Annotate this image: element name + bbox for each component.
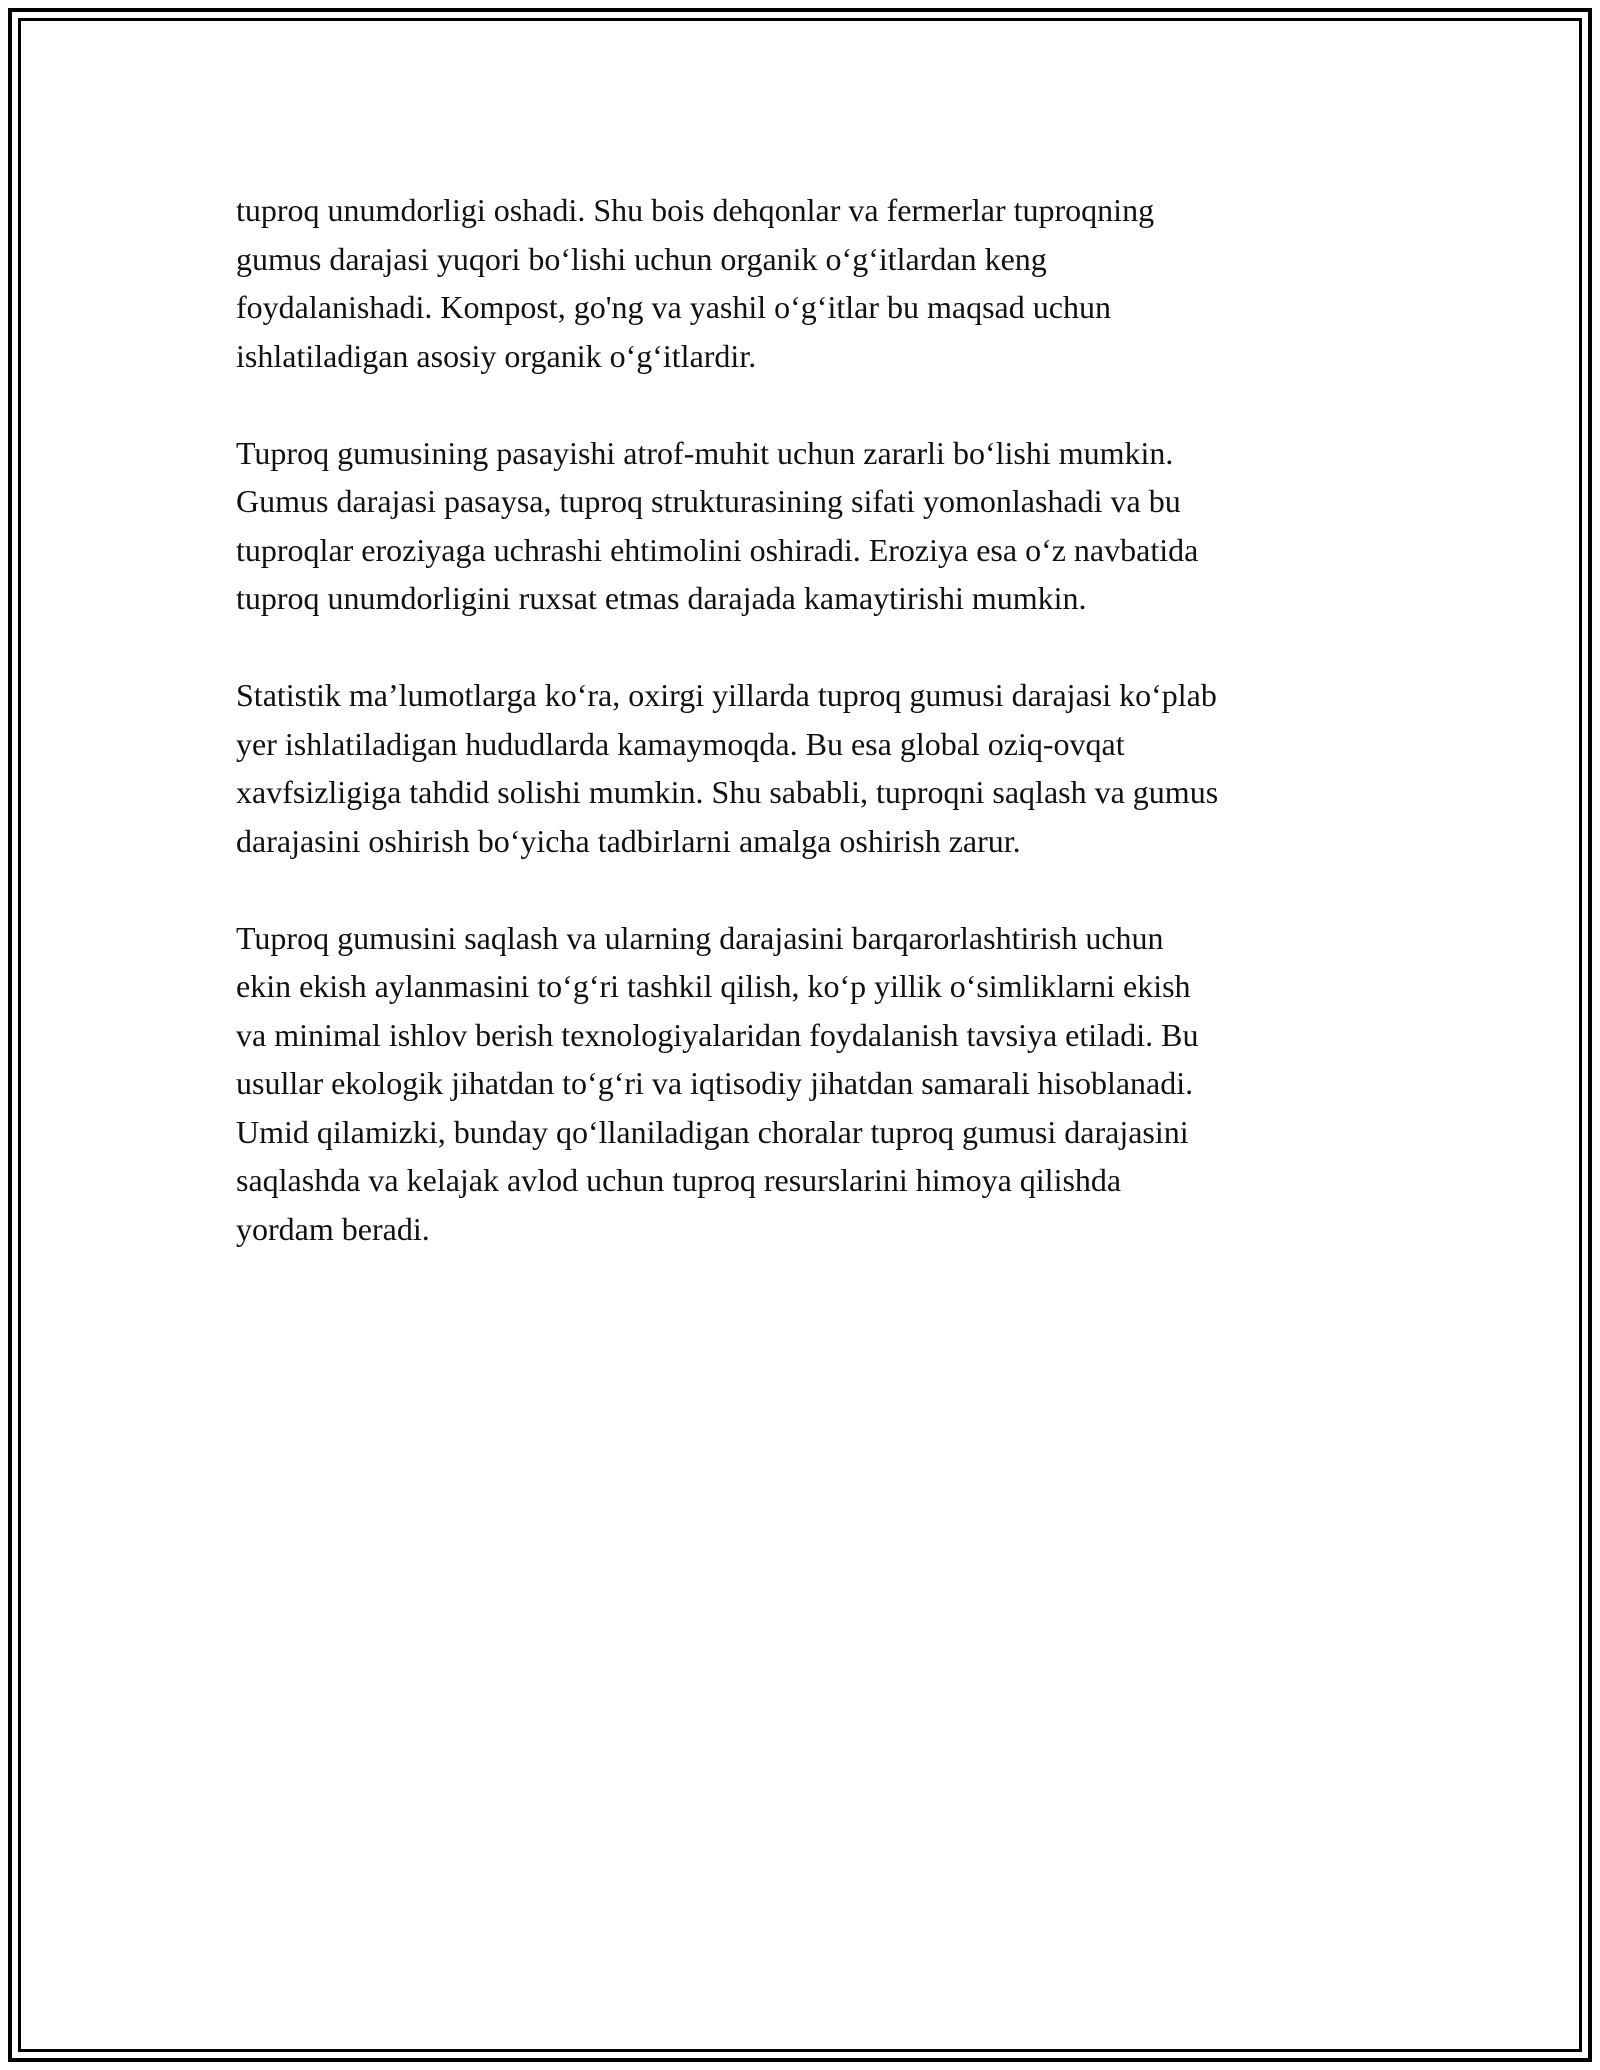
text-line: ishlatiladigan asosiy organik o‘g‘itlardir. (236, 337, 757, 374)
text-line: xavfsizligiga tahdid solishi mumkin. Shu sababli, tuproqni saqlash va gumus (236, 774, 1219, 810)
text-line: tuproq unumdorligini ruxsat etmas darajada kamaytirishi mumkin. (236, 580, 1087, 616)
text-line: Tuproq gumusini saqlash va ularning darajasini barqarorlashtirish uchun (236, 919, 1164, 956)
text-line: yer ishlatiladigan hududlarda kamaymoqda. Bu esa global oziq-ovqat (236, 725, 1125, 762)
text-line: foydalanishadi. Kompost, go'ng va yashil o‘g‘itlar bu maqsad uchun (236, 289, 1111, 325)
paragraph-4 (236, 914, 1386, 1254)
text-line: va minimal ishlov berish texnologiyalaridan foydalanish tavsiya etiladi. Bu (236, 1016, 1199, 1053)
text-line: ekin ekish aylanmasini to‘g‘ri tashkil qilish, ko‘p yillik o‘simliklarni ekish (236, 968, 1191, 1004)
text-line: usullar ekologik jihatdan to‘g‘ri va iqtisodiy jihatdan samarali hisoblanadi. (236, 1065, 1194, 1101)
text-line: Statistik ma’lumotlarga ko‘ra, oxirgi yillarda tuproq gumusi darajasi ko‘plab (236, 677, 1217, 713)
paragraph-2 (236, 429, 1386, 623)
text-line: Umid qilamizki, bunday qo‘llaniladigan choralar tuproq gumusi darajasini (236, 1113, 1189, 1150)
text-line: Gumus darajasi pasaysa, tuproq strukturasining sifati yomonlashadi va bu (236, 483, 1181, 519)
text-line: yordam beradi. (236, 1210, 430, 1247)
text-line: darajasini oshirish bo‘yicha tadbirlarni amalga oshirish zarur. (236, 822, 1021, 859)
text-line: tuproqlar eroziyaga uchrashi ehtimolini oshiradi. Eroziya esa o‘z navbatida (236, 531, 1199, 568)
text-line: saqlashda va kelajak avlod uchun tuproq resurslarini himoya qilishda (236, 1162, 1122, 1198)
paragraph-3 (236, 671, 1386, 865)
paragraph-1 (236, 186, 1386, 380)
text-line: Tuproq gumusining pasayishi atrof-muhit uchun zararli bo‘lishi mumkin. (236, 434, 1174, 471)
text-line: gumus darajasi yuqori bo‘lishi uchun organik o‘g‘itlardan keng (236, 240, 1047, 277)
text-line: tuproq unumdorligi oshadi. Shu bois dehqonlar va fermerlar tuproqning (236, 192, 1155, 228)
document-body (236, 186, 1386, 1253)
